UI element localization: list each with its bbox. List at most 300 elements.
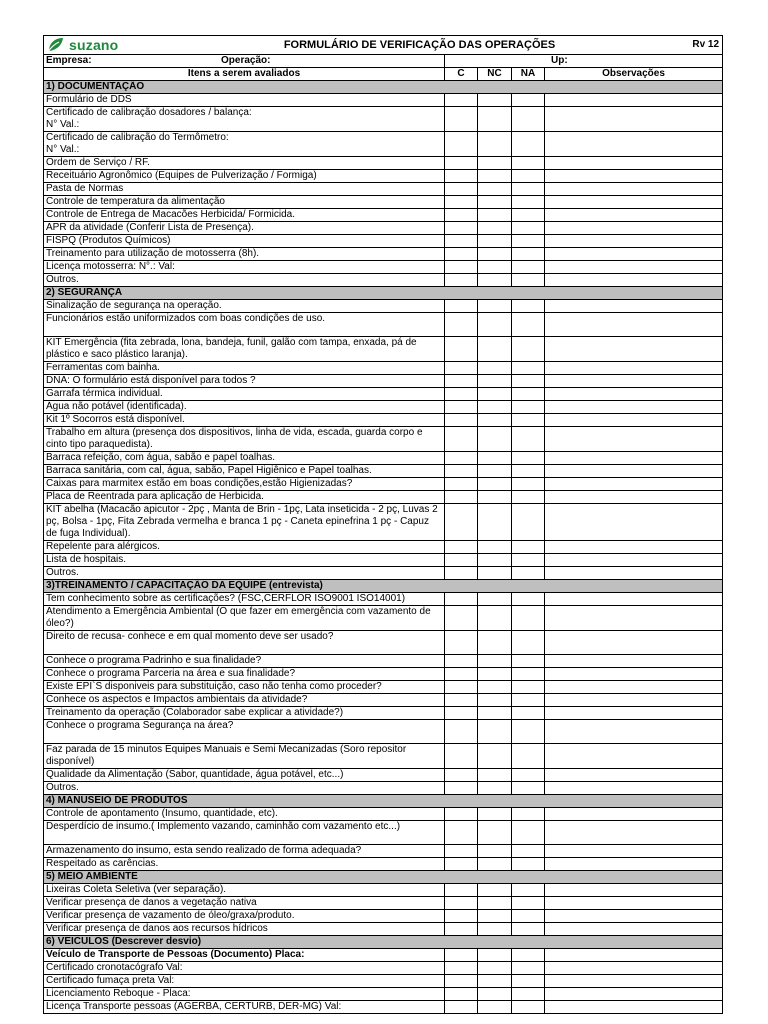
check-nc[interactable]: [478, 962, 512, 975]
check-c[interactable]: [445, 452, 478, 465]
checklist-row: [44, 845, 723, 858]
check-c[interactable]: [445, 222, 478, 235]
observation-field[interactable]: [545, 222, 723, 235]
checklist-row: [44, 884, 723, 897]
checklist-row: [44, 427, 723, 452]
check-c[interactable]: [445, 897, 478, 910]
observation-field[interactable]: [545, 923, 723, 936]
checklist-row: [44, 337, 723, 362]
item-label: Receituário Agronômico (Equipes de Pulverização / Formiga): [44, 170, 445, 183]
check-na[interactable]: [512, 554, 545, 567]
check-c[interactable]: [445, 631, 478, 655]
check-nc[interactable]: [478, 337, 512, 362]
checklist-row: [44, 681, 723, 694]
checklist-row: [44, 744, 723, 769]
observation-field[interactable]: [545, 782, 723, 795]
check-nc[interactable]: [478, 567, 512, 580]
item-label: Conhece o programa Segurança na área?: [44, 720, 445, 744]
check-na[interactable]: [512, 720, 545, 744]
check-nc[interactable]: [478, 274, 512, 287]
observation-field[interactable]: [545, 274, 723, 287]
check-nc[interactable]: [478, 554, 512, 567]
observation-field[interactable]: [545, 631, 723, 655]
checklist-row: [44, 414, 723, 427]
item-label: Conhece os aspectos e Impactos ambientais da atividade?: [44, 694, 445, 707]
check-c[interactable]: [445, 261, 478, 274]
check-na[interactable]: [512, 235, 545, 248]
observation-field[interactable]: [545, 668, 723, 681]
check-c[interactable]: [445, 845, 478, 858]
observation-field[interactable]: [545, 606, 723, 631]
check-c[interactable]: [445, 209, 478, 222]
check-nc[interactable]: [478, 465, 512, 478]
checklist-row: [44, 183, 723, 196]
observation-field[interactable]: [545, 744, 723, 769]
checklist-row: [44, 707, 723, 720]
check-nc[interactable]: [478, 183, 512, 196]
check-c[interactable]: [445, 196, 478, 209]
check-c[interactable]: [445, 949, 478, 962]
observation-field[interactable]: [545, 821, 723, 845]
check-na[interactable]: [512, 94, 545, 107]
check-na[interactable]: [512, 923, 545, 936]
check-nc[interactable]: [478, 845, 512, 858]
check-c[interactable]: [445, 401, 478, 414]
check-nc[interactable]: [478, 655, 512, 668]
check-c[interactable]: [445, 388, 478, 401]
check-c[interactable]: [445, 988, 478, 1001]
leaf-icon: [47, 37, 65, 53]
check-nc[interactable]: [478, 707, 512, 720]
check-na[interactable]: [512, 962, 545, 975]
observation-field[interactable]: [545, 414, 723, 427]
check-nc[interactable]: [478, 94, 512, 107]
check-na[interactable]: [512, 132, 545, 157]
check-na[interactable]: [512, 782, 545, 795]
checklist-row: [44, 313, 723, 337]
observation-field[interactable]: [545, 94, 723, 107]
observation-field[interactable]: [545, 681, 723, 694]
check-nc[interactable]: [478, 858, 512, 871]
checklist-row: [44, 465, 723, 478]
check-c[interactable]: [445, 668, 478, 681]
item-label: Lixeiras Coleta Seletiva (ver separação).: [44, 884, 445, 897]
observation-field[interactable]: [545, 988, 723, 1001]
check-nc[interactable]: [478, 949, 512, 962]
item-label: Verificar presença de danos a vegetação nativa: [44, 897, 445, 910]
check-na[interactable]: [512, 300, 545, 313]
check-na[interactable]: [512, 694, 545, 707]
observation-field[interactable]: [545, 491, 723, 504]
check-na[interactable]: [512, 401, 545, 414]
observation-field[interactable]: [545, 554, 723, 567]
check-na[interactable]: [512, 313, 545, 337]
check-nc[interactable]: [478, 170, 512, 183]
checklist-row: [44, 962, 723, 975]
check-na[interactable]: [512, 821, 545, 845]
check-c[interactable]: [445, 1001, 478, 1014]
check-na[interactable]: [512, 157, 545, 170]
col-items-header: Itens a serem avaliados: [44, 68, 445, 81]
check-c[interactable]: [445, 975, 478, 988]
check-na[interactable]: [512, 655, 545, 668]
observation-field[interactable]: [545, 452, 723, 465]
check-c[interactable]: [445, 248, 478, 261]
checklist-row: [44, 491, 723, 504]
check-nc[interactable]: [478, 975, 512, 988]
check-c[interactable]: [445, 504, 478, 541]
check-na[interactable]: [512, 845, 545, 858]
check-c[interactable]: [445, 541, 478, 554]
check-nc[interactable]: [478, 593, 512, 606]
check-c[interactable]: [445, 554, 478, 567]
check-nc[interactable]: [478, 401, 512, 414]
check-nc[interactable]: [478, 235, 512, 248]
check-nc[interactable]: [478, 196, 512, 209]
item-label: Certificado de calibração dosadores / balança: N° Val.:: [44, 107, 445, 132]
check-c[interactable]: [445, 858, 478, 871]
check-c[interactable]: [445, 132, 478, 157]
check-na[interactable]: [512, 465, 545, 478]
checklist-row: [44, 694, 723, 707]
item-label: Verificar presença de danos aos recursos hídricos: [44, 923, 445, 936]
check-nc[interactable]: [478, 988, 512, 1001]
check-nc[interactable]: [478, 769, 512, 782]
item-label: Qualidade da Alimentação (Sabor, quantidade, água potável, etc...): [44, 769, 445, 782]
check-na[interactable]: [512, 196, 545, 209]
check-nc[interactable]: [478, 744, 512, 769]
check-c[interactable]: [445, 427, 478, 452]
check-na[interactable]: [512, 375, 545, 388]
observation-field[interactable]: [545, 196, 723, 209]
check-na[interactable]: [512, 707, 545, 720]
item-label: Desperdício de insumo.( Implemento vazando, caminhão com vazamento etc...): [44, 821, 445, 845]
check-na[interactable]: [512, 897, 545, 910]
check-nc[interactable]: [478, 541, 512, 554]
check-na[interactable]: [512, 504, 545, 541]
item-label: Licenciamento Reboque - Placa:: [44, 988, 445, 1001]
check-c[interactable]: [445, 414, 478, 427]
observation-field[interactable]: [545, 401, 723, 414]
check-nc[interactable]: [478, 821, 512, 845]
check-c[interactable]: [445, 606, 478, 631]
item-label: Armazenamento do insumo, esta sendo realizado de forma adequada?: [44, 845, 445, 858]
observation-field[interactable]: [545, 769, 723, 782]
check-nc[interactable]: [478, 504, 512, 541]
check-c[interactable]: [445, 491, 478, 504]
check-c[interactable]: [445, 681, 478, 694]
observation-field[interactable]: [545, 504, 723, 541]
observation-field[interactable]: [545, 132, 723, 157]
check-nc[interactable]: [478, 923, 512, 936]
checklist-row: [44, 222, 723, 235]
check-nc[interactable]: [478, 631, 512, 655]
observation-field[interactable]: [545, 808, 723, 821]
check-c[interactable]: [445, 567, 478, 580]
check-na[interactable]: [512, 988, 545, 1001]
checklist-row: [44, 401, 723, 414]
check-nc[interactable]: [478, 427, 512, 452]
check-na[interactable]: [512, 1001, 545, 1014]
check-c[interactable]: [445, 782, 478, 795]
checklist-row: [44, 235, 723, 248]
check-na[interactable]: [512, 949, 545, 962]
check-na[interactable]: [512, 567, 545, 580]
observation-field[interactable]: [545, 183, 723, 196]
observation-field[interactable]: [545, 858, 723, 871]
item-label: Lista de hospitais.: [44, 554, 445, 567]
check-nc[interactable]: [478, 491, 512, 504]
item-label: Existe EPI`S disponiveis para substituição, caso não tenha como proceder?: [44, 681, 445, 694]
check-c[interactable]: [445, 375, 478, 388]
check-c[interactable]: [445, 274, 478, 287]
checklist-row: [44, 567, 723, 580]
check-c[interactable]: [445, 707, 478, 720]
check-nc[interactable]: [478, 668, 512, 681]
check-na[interactable]: [512, 491, 545, 504]
checklist-row: [44, 923, 723, 936]
check-nc[interactable]: [478, 222, 512, 235]
check-nc[interactable]: [478, 884, 512, 897]
check-nc[interactable]: [478, 720, 512, 744]
check-nc[interactable]: [478, 375, 512, 388]
check-nc[interactable]: [478, 107, 512, 132]
check-c[interactable]: [445, 720, 478, 744]
checklist-row: [44, 300, 723, 313]
item-label: Treinamento para utilização de motosserra (8h).: [44, 248, 445, 261]
check-nc[interactable]: [478, 694, 512, 707]
check-na[interactable]: [512, 910, 545, 923]
check-nc[interactable]: [478, 132, 512, 157]
observation-field[interactable]: [545, 157, 723, 170]
checklist-row: [44, 858, 723, 871]
check-na[interactable]: [512, 478, 545, 491]
check-nc[interactable]: [478, 452, 512, 465]
check-c[interactable]: [445, 593, 478, 606]
check-c[interactable]: [445, 183, 478, 196]
item-label: Licença Transporte pessoas (AGERBA, CERTURB, DER-MG) Val:: [44, 1001, 445, 1014]
check-na[interactable]: [512, 631, 545, 655]
form-table: [43, 35, 723, 1014]
check-c[interactable]: [445, 170, 478, 183]
check-c[interactable]: [445, 910, 478, 923]
observation-field[interactable]: [545, 910, 723, 923]
observation-field[interactable]: [545, 388, 723, 401]
form-title: FORMULÁRIO DE VERIFICAÇÃO DAS OPERAÇÕES: [283, 39, 556, 51]
check-na[interactable]: [512, 593, 545, 606]
section-header: [44, 81, 723, 94]
checklist-row: [44, 631, 723, 655]
item-label: Respeitado as carências.: [44, 858, 445, 871]
item-label: Direito de recusa- conhece e em qual momento deve ser usado?: [44, 631, 445, 655]
observation-field[interactable]: [545, 884, 723, 897]
observation-field[interactable]: [545, 375, 723, 388]
check-c[interactable]: [445, 923, 478, 936]
check-nc[interactable]: [478, 1001, 512, 1014]
item-label: KIT Emergência (fita zebrada, lona, bandeja, funil, galão com tampa, enxada, pá de plástico e saco plástico laranja).: [44, 337, 445, 362]
check-c[interactable]: [445, 744, 478, 769]
checklist-row: [44, 261, 723, 274]
observation-field[interactable]: [545, 593, 723, 606]
section-title: 1) DOCUMENTAÇÃO: [44, 81, 723, 94]
check-na[interactable]: [512, 248, 545, 261]
check-na[interactable]: [512, 362, 545, 375]
check-c[interactable]: [445, 157, 478, 170]
check-c[interactable]: [445, 235, 478, 248]
observation-field[interactable]: [545, 845, 723, 858]
item-label: Treinamento da operação (Colaborador sabe explicar a atividade?): [44, 707, 445, 720]
observation-field[interactable]: [545, 427, 723, 452]
check-nc[interactable]: [478, 362, 512, 375]
check-na[interactable]: [512, 769, 545, 782]
check-na[interactable]: [512, 222, 545, 235]
observation-field[interactable]: [545, 313, 723, 337]
check-nc[interactable]: [478, 910, 512, 923]
check-c[interactable]: [445, 769, 478, 782]
item-label: Certificado de calibração do Termômetro: N° Val.:: [44, 132, 445, 157]
item-label: Controle de Entrega de Macacões Herbicida/ Formicida.: [44, 209, 445, 222]
check-na[interactable]: [512, 858, 545, 871]
check-c[interactable]: [445, 478, 478, 491]
item-label: Kit 1º Socorros está disponível.: [44, 414, 445, 427]
observation-field[interactable]: [545, 1001, 723, 1014]
observation-field[interactable]: [545, 720, 723, 744]
check-c[interactable]: [445, 808, 478, 821]
item-label: Barraca refeição, com água, sabão e papel toalhas.: [44, 452, 445, 465]
check-na[interactable]: [512, 744, 545, 769]
check-c[interactable]: [445, 107, 478, 132]
check-nc[interactable]: [478, 414, 512, 427]
observation-field[interactable]: [545, 694, 723, 707]
observation-field[interactable]: [545, 107, 723, 132]
item-label: Funcionários estão uniformizados com boas condições de uso.: [44, 313, 445, 337]
check-c[interactable]: [445, 821, 478, 845]
check-c[interactable]: [445, 465, 478, 478]
check-na[interactable]: [512, 808, 545, 821]
up-label: Up:: [551, 55, 568, 66]
check-nc[interactable]: [478, 248, 512, 261]
checklist-row: [44, 388, 723, 401]
check-na[interactable]: [512, 183, 545, 196]
observation-field[interactable]: [545, 962, 723, 975]
check-na[interactable]: [512, 170, 545, 183]
check-nc[interactable]: [478, 782, 512, 795]
checklist-row: [44, 655, 723, 668]
checklist-row: [44, 910, 723, 923]
check-c[interactable]: [445, 313, 478, 337]
item-label: Ordem de Serviço / RF.: [44, 157, 445, 170]
check-c[interactable]: [445, 694, 478, 707]
check-na[interactable]: [512, 975, 545, 988]
check-na[interactable]: [512, 668, 545, 681]
check-nc[interactable]: [478, 261, 512, 274]
check-nc[interactable]: [478, 897, 512, 910]
observation-field[interactable]: [545, 949, 723, 962]
observation-field[interactable]: [545, 362, 723, 375]
check-na[interactable]: [512, 681, 545, 694]
check-nc[interactable]: [478, 388, 512, 401]
check-nc[interactable]: [478, 157, 512, 170]
check-nc[interactable]: [478, 606, 512, 631]
observation-field[interactable]: [545, 465, 723, 478]
checklist-row: [44, 720, 723, 744]
check-na[interactable]: [512, 427, 545, 452]
observation-field[interactable]: [545, 235, 723, 248]
check-nc[interactable]: [478, 681, 512, 694]
check-na[interactable]: [512, 884, 545, 897]
check-c[interactable]: [445, 362, 478, 375]
check-nc[interactable]: [478, 209, 512, 222]
col-nc-header: NC: [478, 68, 512, 81]
observation-field[interactable]: [545, 541, 723, 554]
observation-field[interactable]: [545, 897, 723, 910]
check-c[interactable]: [445, 337, 478, 362]
observation-field[interactable]: [545, 707, 723, 720]
item-label: Conhece o programa Padrinho e sua finalidade?: [44, 655, 445, 668]
check-c[interactable]: [445, 300, 478, 313]
checklist-row: [44, 170, 723, 183]
check-na[interactable]: [512, 541, 545, 554]
observation-field[interactable]: [545, 248, 723, 261]
item-label: Controle de temperatura da alimentação: [44, 196, 445, 209]
check-na[interactable]: [512, 337, 545, 362]
checklist-row: [44, 808, 723, 821]
checklist-row: [44, 132, 723, 157]
section-title: 2) SEGURANÇA: [44, 287, 723, 300]
item-label: Outros.: [44, 782, 445, 795]
observation-field[interactable]: [545, 337, 723, 362]
check-na[interactable]: [512, 388, 545, 401]
checklist-row: [44, 362, 723, 375]
section-header: [44, 795, 723, 808]
check-nc[interactable]: [478, 478, 512, 491]
check-nc[interactable]: [478, 808, 512, 821]
observation-field[interactable]: [545, 170, 723, 183]
item-label: Certificado fumaça preta Val:: [44, 975, 445, 988]
suzano-logo: [44, 37, 180, 53]
check-nc[interactable]: [478, 313, 512, 337]
item-label: APR da atividade (Conferir Lista de Presença).: [44, 222, 445, 235]
observation-field[interactable]: [545, 567, 723, 580]
check-na[interactable]: [512, 107, 545, 132]
observation-field[interactable]: [545, 655, 723, 668]
observation-field[interactable]: [545, 209, 723, 222]
check-na[interactable]: [512, 606, 545, 631]
observation-field[interactable]: [545, 300, 723, 313]
check-na[interactable]: [512, 274, 545, 287]
item-label: Tem conhecimento sobre as certificações? (FSC,CERFLOR ISO9001 ISO14001): [44, 593, 445, 606]
check-na[interactable]: [512, 452, 545, 465]
item-label: Garrafa térmica individual.: [44, 388, 445, 401]
item-label: Certificado cronotacógrafo Val:: [44, 962, 445, 975]
observation-field[interactable]: [545, 975, 723, 988]
checklist-row: [44, 478, 723, 491]
check-nc[interactable]: [478, 300, 512, 313]
item-label: Água não potável (identificada).: [44, 401, 445, 414]
check-na[interactable]: [512, 261, 545, 274]
check-c[interactable]: [445, 884, 478, 897]
check-na[interactable]: [512, 414, 545, 427]
section-title: 6) VEICULOS (Descrever desvio): [44, 936, 723, 949]
check-c[interactable]: [445, 94, 478, 107]
check-c[interactable]: [445, 962, 478, 975]
section-header: [44, 287, 723, 300]
check-na[interactable]: [512, 209, 545, 222]
verification-form: [43, 35, 722, 1014]
observation-field[interactable]: [545, 261, 723, 274]
observation-field[interactable]: [545, 478, 723, 491]
check-c[interactable]: [445, 655, 478, 668]
